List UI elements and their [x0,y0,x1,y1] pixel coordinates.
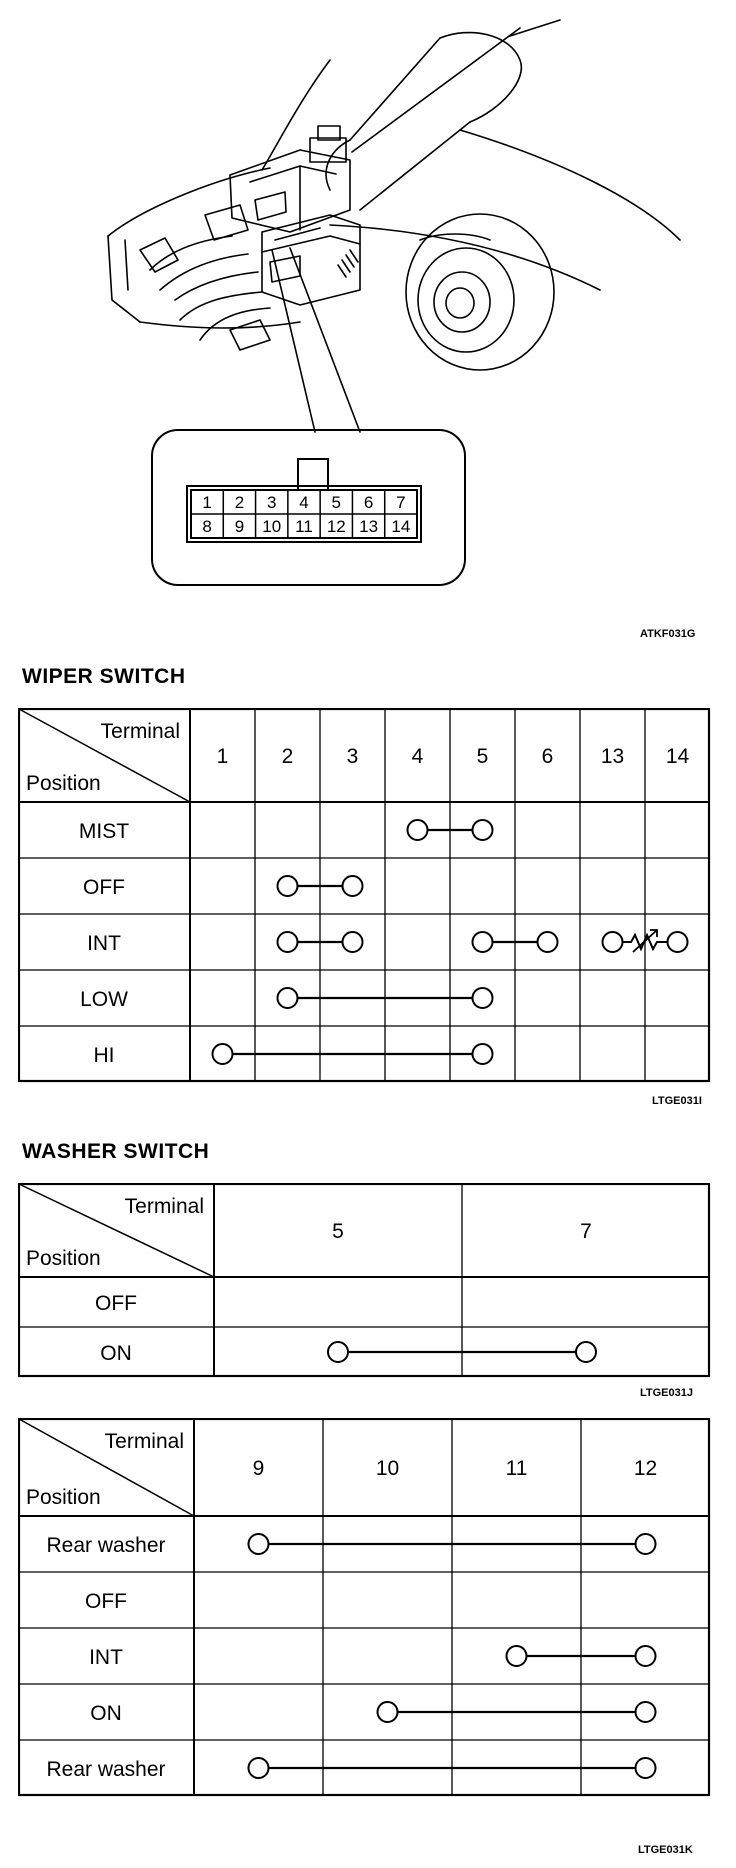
connector-pin-8: 8 [202,517,212,536]
terminal-node-3 [343,876,363,896]
figure-code-connector: ATKF031G [640,628,696,640]
connector-pin-2: 2 [234,493,245,512]
connector-pin-grid [186,458,426,548]
terminal-node-7 [576,1342,596,1362]
connector-pin-10: 10 [262,517,282,536]
terminal-header-4: 4 [411,745,424,768]
terminal-node-9 [249,1758,269,1778]
washer-switch-title: WASHER SWITCH [22,1140,210,1163]
terminal-node-2 [278,988,298,1008]
terminal-node-5 [473,820,493,840]
header-terminal-label: Terminal [104,1430,184,1453]
terminal-node-2 [278,932,298,952]
connector-pin-14: 14 [391,517,411,536]
header-terminal-label: Terminal [124,1195,204,1218]
connector-pin-7: 7 [396,493,406,512]
connector-pin-4: 4 [299,493,309,512]
rear-switch-table [18,1418,718,1838]
terminal-node-4 [408,820,428,840]
header-position-label: Position [26,1247,101,1270]
connector-pin-9: 9 [234,517,245,536]
terminal-header-1: 1 [216,745,229,768]
terminal-header-5: 5 [476,745,489,768]
terminal-node-5 [473,932,493,952]
terminal-header-5: 5 [332,1220,344,1243]
terminal-node-14 [668,932,688,952]
figure-code-washer: LTGE031J [640,1387,693,1399]
terminal-header-3: 3 [346,745,359,768]
terminal-node-3 [343,932,363,952]
wiper-switch-title: WIPER SWITCH [22,665,186,688]
terminal-node-5 [328,1342,348,1362]
position-label-rear-washer: Rear washer [46,1534,166,1557]
header-position-label: Position [26,772,101,795]
terminal-header-10: 10 [375,1457,400,1480]
terminal-header-12: 12 [633,1457,658,1480]
terminal-node-10 [378,1702,398,1722]
position-label-rear-washer: Rear washer [46,1758,166,1781]
terminal-node-9 [249,1534,269,1554]
terminal-header-13: 13 [600,745,625,768]
header-position-label: Position [26,1486,101,1509]
connector-pin-6: 6 [363,493,374,512]
connector-pin-3: 3 [266,493,277,512]
terminal-header-14: 14 [665,745,690,768]
position-label-on: ON [90,1702,122,1725]
terminal-header-2: 2 [281,745,294,768]
header-terminal-label: Terminal [100,720,180,743]
terminal-node-12 [636,1534,656,1554]
terminal-node-13 [603,932,623,952]
terminal-node-5 [473,988,493,1008]
terminal-node-1 [213,1044,233,1064]
terminal-node-11 [507,1646,527,1666]
terminal-header-9: 9 [252,1457,265,1480]
washer-switch-table [18,1183,718,1378]
wiper-switch-table [18,708,718,1086]
terminal-node-2 [278,876,298,896]
position-label-mist: MIST [78,820,130,843]
position-label-off: OFF [83,876,125,899]
position-label-int: INT [89,1646,123,1669]
terminal-node-12 [636,1758,656,1778]
position-label-off: OFF [85,1590,127,1613]
connector-pin-11: 11 [295,517,313,536]
position-label-int: INT [87,932,121,955]
position-label-low: LOW [80,988,128,1011]
connector-pin-13: 13 [359,517,379,536]
connector-pin-1: 1 [202,493,212,512]
figure-code-wiper: LTGE031I [652,1095,702,1107]
terminal-header-6: 6 [541,745,554,768]
connector-pin-5: 5 [331,493,342,512]
terminal-header-7: 7 [580,1220,592,1243]
position-label-hi: HI [93,1044,115,1067]
terminal-node-6 [538,932,558,952]
position-label-off: OFF [95,1292,137,1315]
connection-10-12 [378,1702,656,1722]
connector-pin-12: 12 [326,517,346,536]
terminal-node-12 [636,1646,656,1666]
terminal-header-11: 11 [505,1457,528,1480]
terminal-node-5 [473,1044,493,1064]
position-label-on: ON [100,1342,132,1365]
terminal-node-12 [636,1702,656,1722]
figure-code-rear: LTGE031K [638,1844,693,1856]
